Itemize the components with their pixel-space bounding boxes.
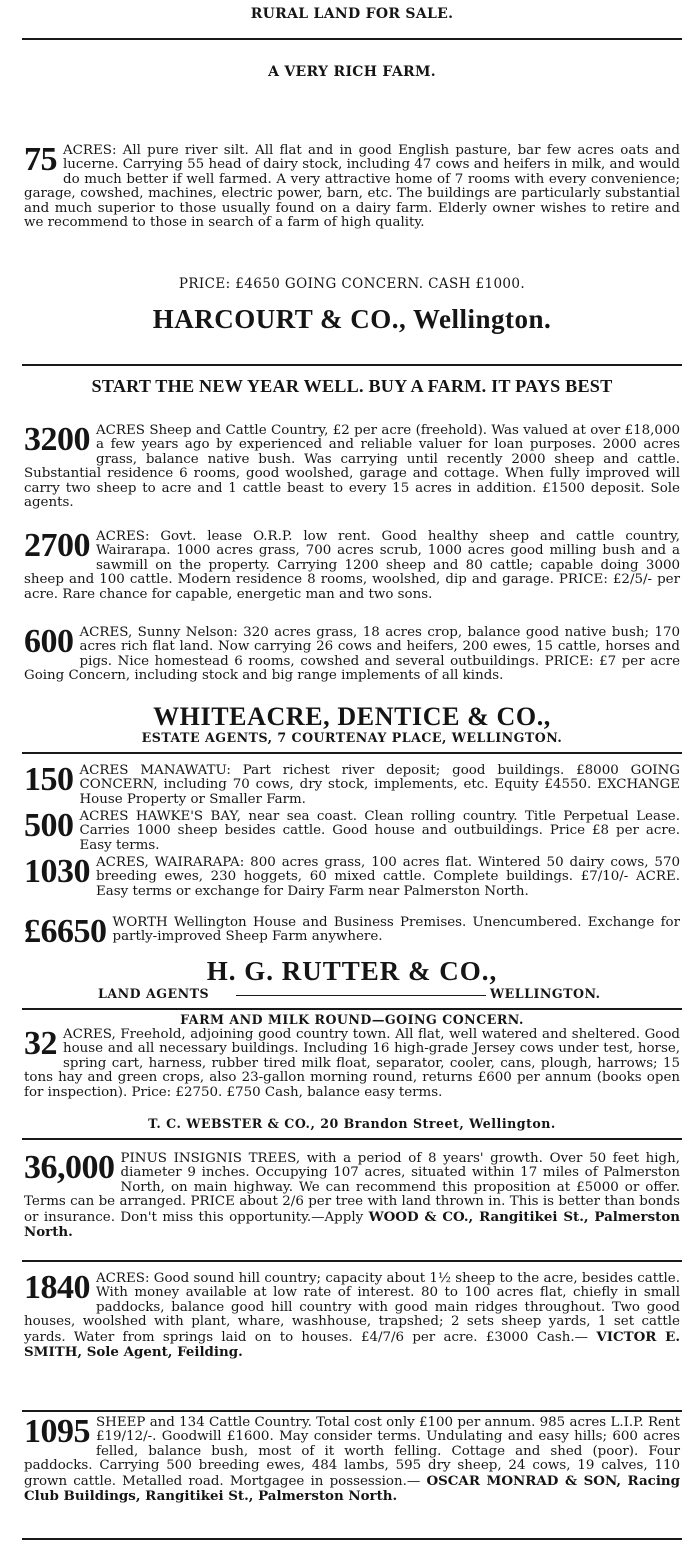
ad2-listing-3-number: 600: [24, 623, 74, 660]
ad4-agent: T. C. WEBSTER & CO., 20 Brandon Street, Wellington.: [148, 1116, 556, 1131]
ad7-text: SHEEP and 134 Cattle Country. Total cost only £100 per annum. 985 acres L.I.P. Rent £19/12/-. Goodwill £1600. May consider terms. Undulating and easy hills; 600 acres felled, balance bush, most of it worth felling. Cottage and shed (poor). Four paddocks. Carrying 500 breeding ewes, 484 lambs, 595 dry sheep, 24 cows, 19 calves, 110 grown cattle. Metalled road. Mortgagee in possession.—: [24, 1415, 680, 1489]
ad3-listing-4-text: WORTH Wellington House and Business Premises. Unencumbered. Exchange for partly-improved Sheep Farm anywhere.: [112, 915, 680, 945]
ad2-agent: WHITEACRE, DENTICE & CO.,: [153, 702, 551, 731]
ad3-listing-4: [24, 913, 680, 950]
ad5-agent: WOOD & CO., Rangitikei St., Palmerston North.: [24, 1208, 680, 1241]
ad7-number: 1095: [24, 1413, 90, 1450]
ad3-listing-1-text: ACRES MANAWATU: Part richest river deposit; good buildings. £8000 GOING CONCERN, including 70 cows, dry stock, implements, etc. Equity £4550. EXCHANGE House Property or Smaller Farm.: [79, 763, 680, 807]
ad6-number: 1840: [24, 1269, 90, 1306]
ad3-listing-3: [24, 853, 680, 899]
ad4-body: [24, 1025, 680, 1100]
ad3-listing-3-text: ACRES, WAIRARAPA: 800 acres grass, 100 acres flat. Wintered 50 dairy cows, 570 breeding ewes, 230 hoggets, 60 mixed cattle. Complete buildings. £7/10/- ACRE. Easy terms or exchange for Dairy Farm near Palmerston North.: [96, 855, 680, 899]
ad2-listing-3-text: ACRES, Sunny Nelson: 320 acres grass, 18 acres crop, balance good native bush; 170 acres rich flat land. Now carrying 26 cows and heifers, 200 ewes, 15 cattle, horses and pigs. Nice homestead 6 rooms, cowshed and several outbuildings. PRICE: £7 per acre Going Concern, including stock and big range implements of all kinds.: [24, 625, 680, 684]
ad2-rule: [22, 752, 682, 754]
ad6-rule: [22, 1410, 682, 1412]
ad5-rule: [22, 1260, 682, 1262]
ad3-divider-line: [236, 995, 486, 996]
ad3-listing-1-number: 150: [24, 761, 74, 798]
ad4-text: ACRES, Freehold, adjoining good country town. All flat, well watered and sheltered. Good house and all necessary buildings. Including 16 high-grade Jersey cows under test, horse, spring cart, harness, rubber tired milk float, separator, cooler, cans, plough, harrows; 15 tons hay and green crops, also 23-gallon morning round, returns £600 per annum (books open for inspection). Price: £2750. £750 Cash, balance easy terms.: [24, 1027, 680, 1100]
ad4-title: FARM AND MILK ROUND—GOING CONCERN.: [180, 1012, 524, 1027]
ad1-title: A VERY RICH FARM.: [268, 64, 436, 80]
ad2-listing-1-text: ACRES Sheep and Cattle Country, £2 per acre (freehold). Was valued at over £18,000 a few years ago by experienced and reliable valuer for loan purposes. 2000 acres grass, balance native bush. Was carrying until recently 2000 sheep and cattle. Substantial residence 6 rooms, good woolshed, garage and cottage. When fully improved will carry two sheep to acre and 1 cattle beast to every 15 acres in addition. £1500 deposit. Sole agents.: [24, 423, 680, 511]
ad4-number: 32: [24, 1025, 57, 1062]
ad3-listing-4-number: £6650: [24, 913, 107, 950]
ad3-left: LAND AGENTS: [98, 986, 210, 1001]
ad3-right: WELLINGTON.: [490, 986, 601, 1001]
ad5-body: [24, 1149, 680, 1241]
ad6-text: ACRES: Good sound hill country; capacity about 1½ sheep to the acre, besides cattle. With money available at low rate of interest. 80 to 100 acres flat, chiefly in small paddocks, balance good hill country with good main ridges throughout. Two good houses, woolshed with plant, whare, washhouse, trapshed; 2 sets sheep yards, 1 set cattle yards. Water from springs laid on to houses. £4/7/6 per acre. £3000 Cash.—: [24, 1271, 680, 1345]
ad3-listing-2-text: ACRES HAWKE'S BAY, near sea coast. Clean rolling country. Title Perpetual Lease. Carries 1000 sheep besides cattle. Good house and outbuildings. Price £8 per acre. Easy terms.: [79, 809, 680, 853]
ad3-listing-3-number: 1030: [24, 853, 90, 890]
ad2-headline: START THE NEW YEAR WELL. BUY A FARM. IT PAYS BEST: [91, 376, 613, 396]
ad2-listing-3: [24, 623, 680, 684]
ad1-text: ACRES: All pure river silt. All flat and in good English pasture, bar few acres oats and lucerne. Carrying 55 head of dairy stock, including 47 cows and heifers in milk, and would do much better if well farmed. A very attractive home of 7 rooms with every convenience; garage, cowshed, machines, electric power, barn, etc. The buildings are particularly substantial and much superior to those usually found on a dairy farm. Elderly owner wishes to retire and we recommend to those in search of a farm of high quality.: [24, 143, 680, 231]
page-header: RURAL LAND FOR SALE.: [250, 6, 454, 22]
ad1-number: 75: [24, 141, 57, 178]
ad2-listing-1-number: 3200: [24, 421, 90, 458]
ad3-listing-2-number: 500: [24, 807, 74, 844]
ad3-listing-1: [24, 761, 680, 807]
ad7-body: [24, 1413, 681, 1505]
header-rule: [22, 38, 682, 40]
ad5-text: PINUS INSIGNIS TREES, with a period of 8 years' growth. Over 50 feet high, diameter 9 inches. Occupying 107 acres, situated within 17 miles of Palmerston North, on main highway. We can recommend this proposition at £5000 or offer. Terms can be arranged. PRICE about 2/6 per tree with land thrown in. This is better than bonds or insurance. Don't miss this opportunity.—Apply: [24, 1151, 680, 1225]
ad6-agent: VICTOR E. SMITH, Sole Agent, Feilding.: [24, 1328, 680, 1361]
ad1-agent: HARCOURT & CO., Wellington.: [152, 304, 552, 334]
ad3-agent: H. G. RUTTER & CO.,: [206, 956, 498, 986]
ad1-price: PRICE: £4650 GOING CONCERN. CASH £1000.: [178, 276, 526, 292]
ad3-footer-line: [24, 986, 680, 1002]
ad2-address: ESTATE AGENTS, 7 COURTENAY PLACE, WELLINGTON.: [141, 730, 563, 745]
ad6-body: [24, 1269, 680, 1361]
ad4-rule: [22, 1138, 682, 1140]
ad1-body: [24, 141, 680, 231]
ad2-listing-1: [24, 421, 680, 511]
ad2-listing-2-number: 2700: [24, 527, 90, 564]
ad1-rule: [22, 364, 682, 366]
ad3-rule: [22, 1008, 682, 1010]
ad7-agent: OSCAR MONRAD & SON, Racing Club Buildings, Rangitikei St., Palmerston North.: [24, 1472, 681, 1505]
ad5-number: 36,000: [24, 1149, 115, 1186]
bottom-rule: [22, 1538, 682, 1540]
ad2-listing-2-text: ACRES: Govt. lease O.R.P. low rent. Good healthy sheep and cattle country, Wairarapa. 1000 acres grass, 700 acres scrub, 1000 acres good milling bush and a sawmill on the property. Carrying 1200 sheep and 80 cattle; capable doing 3000 sheep and 100 cattle. Modern residence 8 rooms, woolshed, dip and garage. PRICE: £2/5/- per acre. Rare chance for capable, energetic man and two sons.: [24, 529, 680, 602]
ad2-listing-2: [24, 527, 680, 602]
ad3-listing-2: [24, 807, 680, 853]
